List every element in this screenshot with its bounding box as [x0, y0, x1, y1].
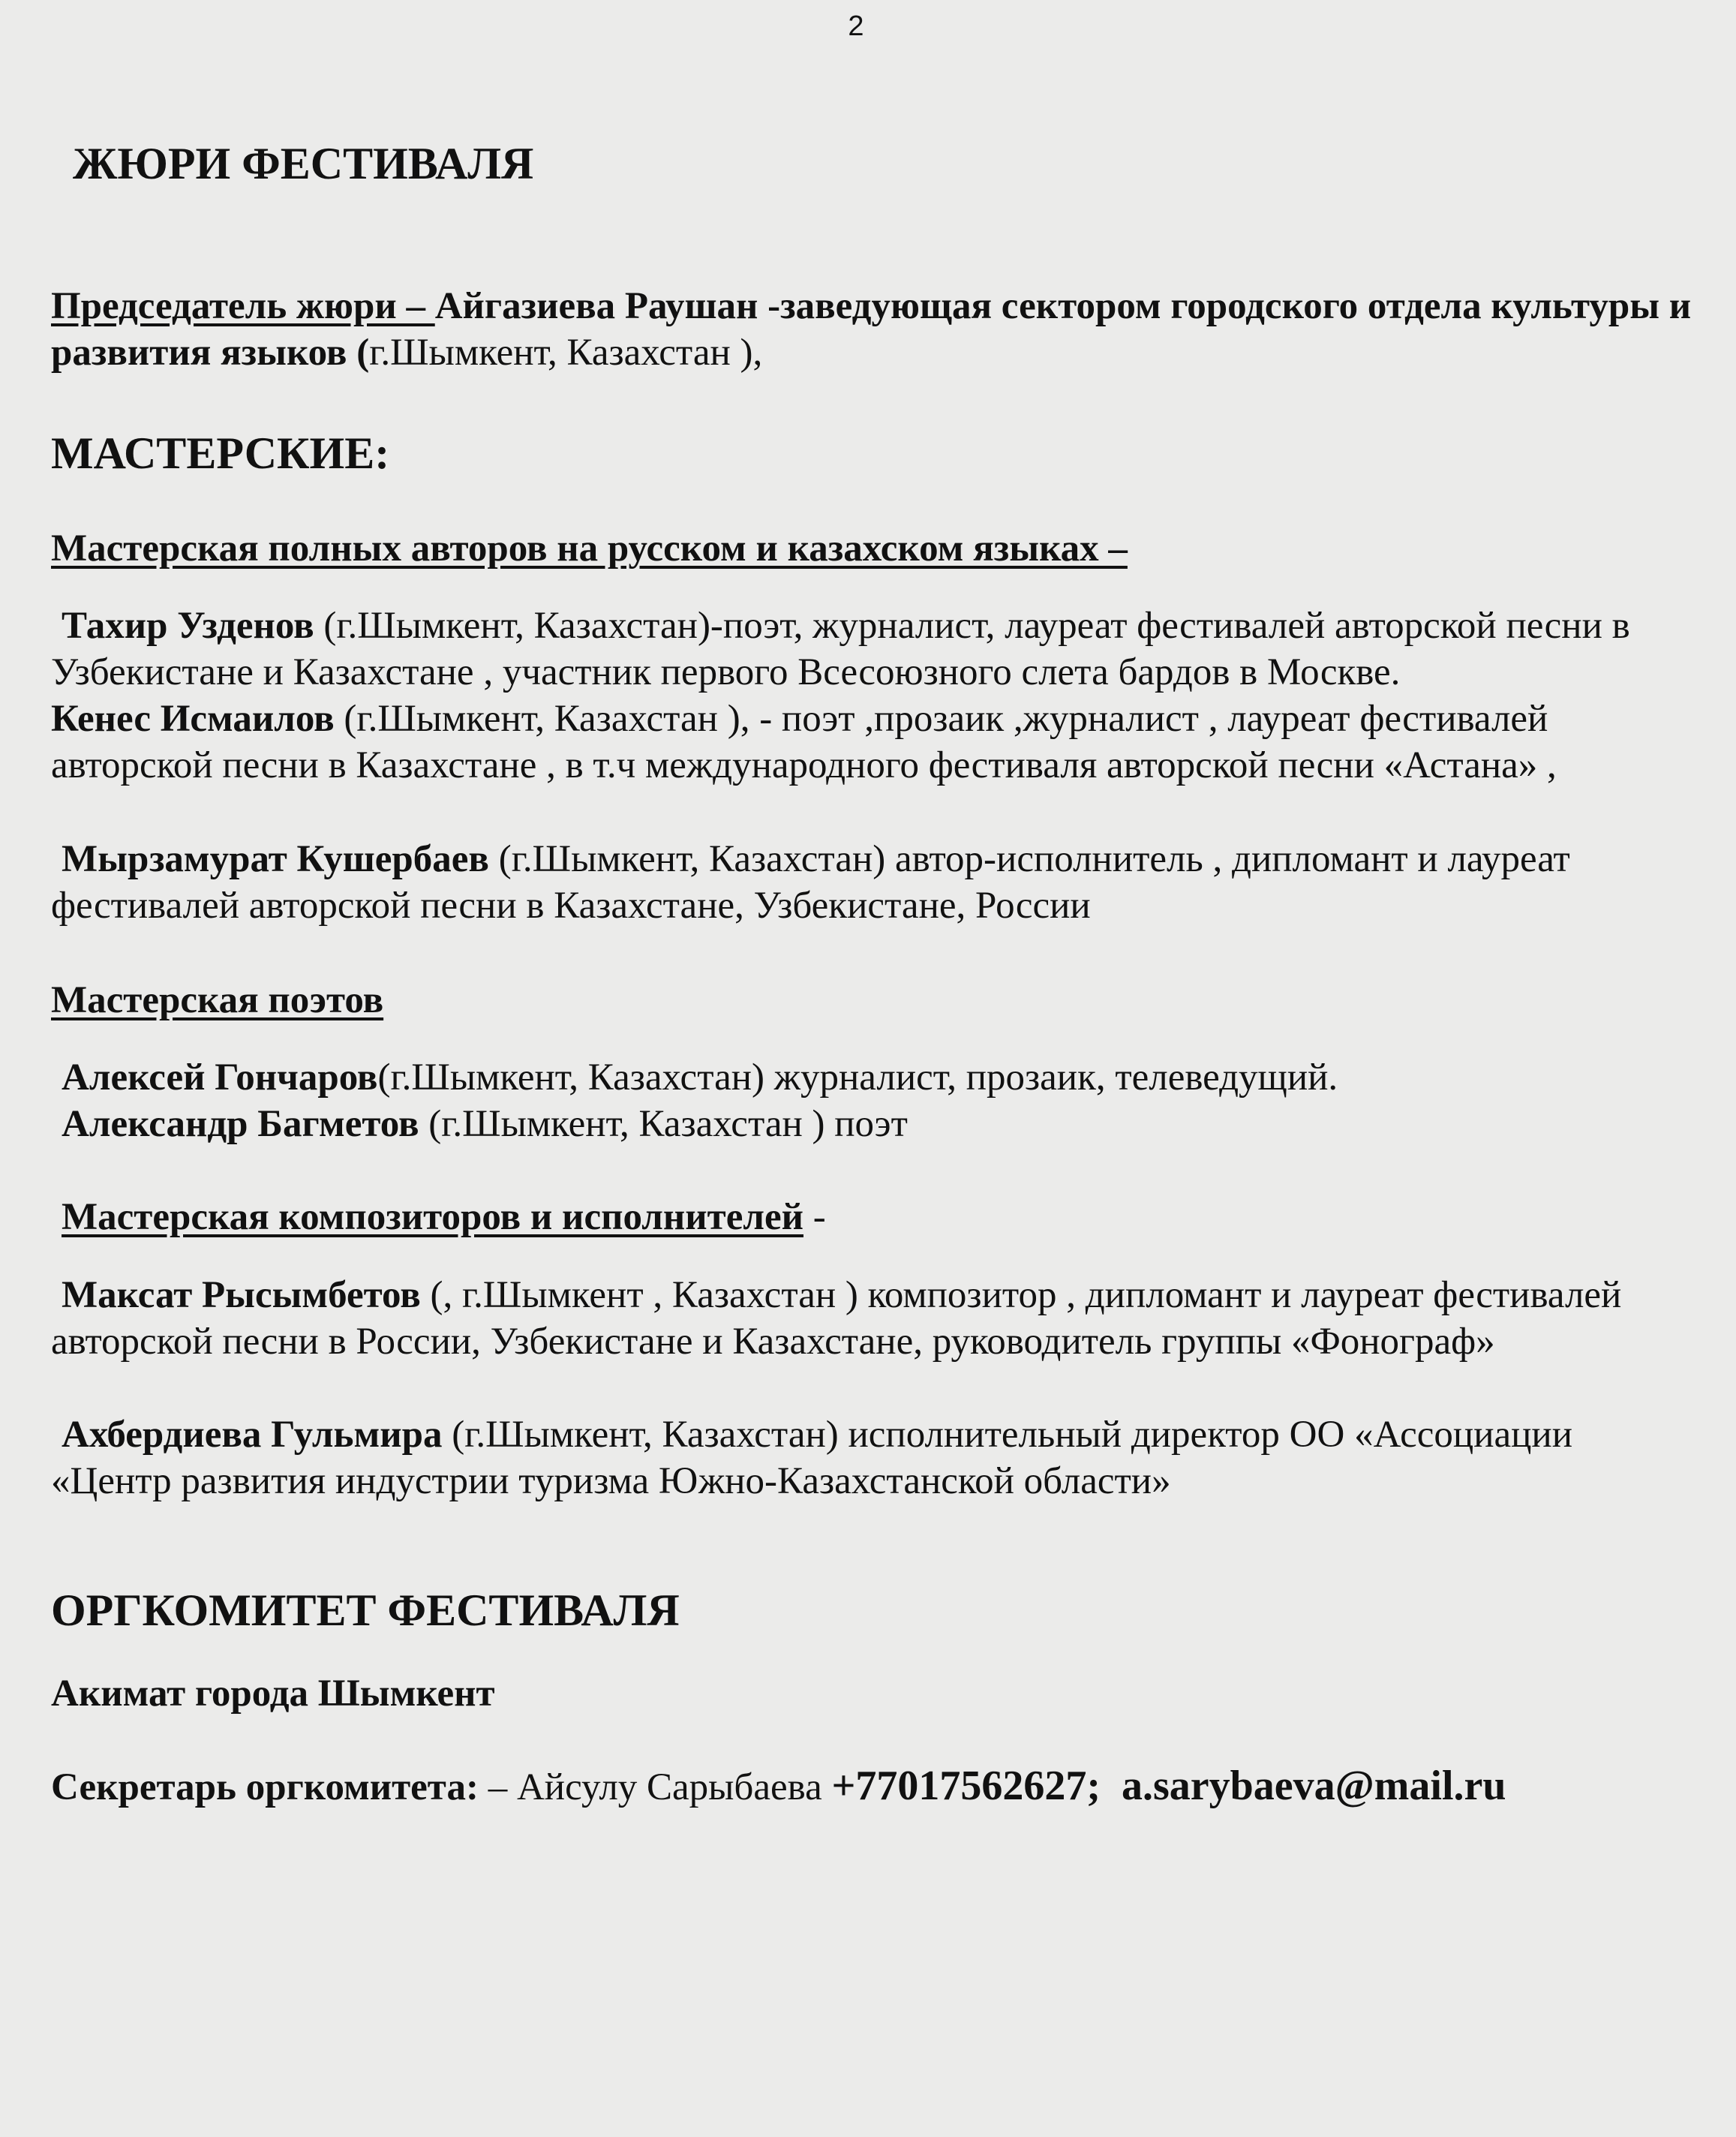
workshop-authors-member-2 [51, 696, 1701, 789]
workshop-authors-member-1 [51, 603, 1701, 696]
member-desc: (г.Шымкент, Казахстан) журналист, прозаик, телеведущий. [377, 1056, 1338, 1099]
orgcommittee-akimat: Акимат города Шымкент [51, 1673, 495, 1715]
member-name: Александр Багметов [62, 1103, 419, 1145]
secretary-phone: +77017562627; [831, 1763, 1101, 1809]
secretary-label: Секретарь оргкомитета: [51, 1766, 479, 1808]
member-name: Алексей Гончаров [62, 1056, 378, 1099]
member-name: Мырзамурат Кушербаев [62, 838, 489, 880]
orgcommittee-heading: ОРГКОМИТЕТ ФЕСТИВАЛЯ [51, 1585, 680, 1635]
jury-chair-location: г.Шымкент, Казахстан ), [369, 332, 763, 374]
workshop-composers-title-line [51, 1194, 1701, 1240]
workshop-composers-member-2 [51, 1411, 1701, 1504]
secretary-name: Айсулу Сарыбаева [516, 1766, 832, 1808]
page-number: 2 [848, 11, 864, 42]
member-name: Максат Рысымбетов [62, 1274, 421, 1316]
workshop-authors-title: Мастерская полных авторов на русском и казахском языках – [51, 527, 1128, 570]
orgcommittee-secretary-line [51, 1763, 1701, 1811]
jury-chair-paragraph [51, 283, 1701, 376]
workshop-composers-title-suffix: - [803, 1196, 826, 1238]
workshop-composers-member-1 [51, 1272, 1701, 1365]
member-desc: (г.Шымкент, Казахстан ), - поэт ,прозаик ,журналист , лауреат фестивалей авторской песни в Казахстане , в т.ч международного фестиваля авторской песни «Астана» , [51, 698, 1557, 786]
member-name: Тахир Узденов [62, 605, 314, 647]
workshop-composers-title: Мастерская композиторов и исполнителей [62, 1196, 803, 1238]
secretary-dash: – [478, 1766, 517, 1808]
jury-chair-name: Айгазиева Раушан -заведующая сектором городского отдела культуры и развития языков ( [51, 285, 1692, 374]
member-name: Кенес Исмаилов [51, 698, 344, 740]
member-desc: (, г.Шымкент , Казахстан ) композитор , дипломант и лауреат фестивалей авторской песни в России, Узбекистане и Казахстане, руководитель группы «Фонограф» [51, 1274, 1622, 1363]
jury-chair-label: Председатель жюри – [51, 285, 435, 327]
jury-heading: ЖЮРИ ФЕСТИВАЛЯ [73, 139, 534, 188]
member-desc: (г.Шымкент, Казахстан)-поэт, журналист, лауреат фестивалей авторской песни в Узбекистане и Казахстане , участник первого Всесоюзного слета бардов в Москве. [51, 605, 1630, 693]
member-name: Ахбердиева Гульмира [62, 1414, 443, 1456]
workshop-poets-member-2 [51, 1101, 1701, 1147]
workshop-authors-member-3 [51, 836, 1701, 929]
workshop-poets-title: Мастерская поэтов [51, 979, 384, 1021]
workshop-poets-member-1 [51, 1054, 1701, 1101]
secretary-email: a.sarybaeva@mail.ru [1122, 1763, 1506, 1809]
workshops-heading: МАСТЕРСКИЕ: [51, 428, 390, 478]
member-desc: (г.Шымкент, Казахстан) исполнительный директор ОО «Ассоциации «Центр развития индустрии туризма Южно-Казахстанской области» [51, 1414, 1573, 1502]
member-desc: (г.Шымкент, Казахстан ) поэт [419, 1103, 908, 1145]
member-desc: (г.Шымкент, Казахстан) автор-исполнитель , дипломант и лауреат фестивалей авторской песни в Казахстане, Узбекистане, России [51, 838, 1570, 927]
